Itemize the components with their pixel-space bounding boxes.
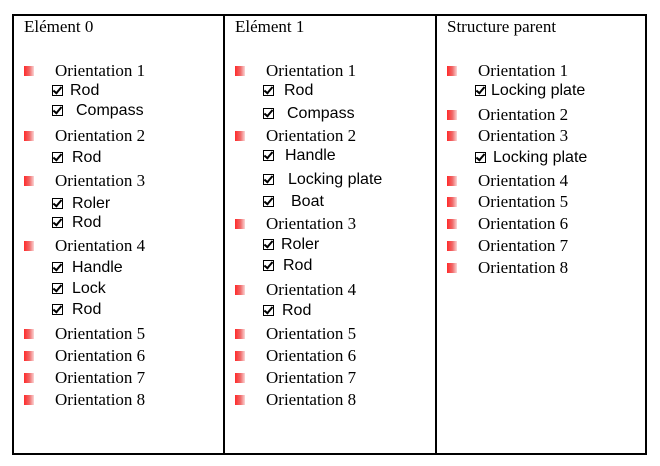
- part-label: Handle: [285, 147, 336, 164]
- checkbox-checked-icon: [263, 108, 274, 119]
- checkmark-icon: [53, 216, 63, 226]
- checkbox-checked-icon: [263, 174, 274, 185]
- column-element-0: [14, 16, 225, 453]
- column-structure-parent: [437, 16, 645, 453]
- orientation-label: Orientation 6: [478, 214, 569, 233]
- red-square-bullet-icon: [235, 131, 245, 141]
- orientation-label: Orientation 8: [478, 258, 569, 277]
- orientation-label: Orientation 5: [266, 324, 357, 343]
- orientation-label: Orientation 8: [55, 390, 146, 409]
- orientation-label: Orientation 1: [266, 61, 357, 80]
- checkmark-icon: [53, 84, 63, 94]
- orientation-label: Orientation 7: [266, 368, 357, 387]
- checkbox-checked-icon: [263, 150, 274, 161]
- part-label: Compass: [287, 105, 355, 122]
- checkmark-icon: [264, 304, 274, 314]
- part-label: Rod: [72, 301, 102, 318]
- checkmark-icon: [53, 104, 63, 114]
- orientation-label: Orientation 3: [55, 171, 146, 190]
- orientation-label: Orientation 4: [55, 236, 146, 255]
- red-square-bullet-icon: [235, 373, 245, 383]
- part-label: Rod: [70, 82, 100, 99]
- checkbox-checked-icon: [263, 260, 274, 271]
- red-square-bullet-icon: [447, 241, 457, 251]
- orientation-label: Orientation 2: [55, 126, 146, 145]
- orientation-label: Orientation 7: [55, 368, 146, 387]
- orientation-label: Orientation 1: [55, 61, 146, 80]
- checkbox-checked-icon: [52, 283, 63, 294]
- checkmark-icon: [264, 259, 274, 269]
- checkbox-checked-icon: [475, 152, 486, 163]
- orientation-label: Orientation 3: [478, 126, 569, 145]
- red-square-bullet-icon: [24, 66, 34, 76]
- orientation-label: Orientation 6: [266, 346, 357, 365]
- part-label: Rod: [283, 257, 313, 274]
- checkmark-icon: [476, 151, 486, 161]
- part-label: Roler: [281, 236, 320, 253]
- checkbox-checked-icon: [52, 304, 63, 315]
- orientation-label: Orientation 8: [266, 390, 357, 409]
- checkmark-icon: [53, 303, 63, 313]
- column-title: Elément 0: [24, 17, 94, 36]
- orientation-label: Orientation 4: [266, 280, 357, 299]
- part-label: Compass: [76, 102, 144, 119]
- red-square-bullet-icon: [235, 395, 245, 405]
- orientation-label: Orientation 4: [478, 171, 569, 190]
- column-title: Structure parent: [447, 17, 557, 36]
- checkmark-icon: [53, 261, 63, 271]
- red-square-bullet-icon: [235, 329, 245, 339]
- checkbox-checked-icon: [52, 105, 63, 116]
- red-square-bullet-icon: [235, 351, 245, 361]
- checkbox-checked-icon: [52, 262, 63, 273]
- orientation-label: Orientation 6: [55, 346, 146, 365]
- checkbox-checked-icon: [263, 239, 274, 250]
- red-square-bullet-icon: [235, 285, 245, 295]
- red-square-bullet-icon: [24, 329, 34, 339]
- orientation-label: Orientation 7: [478, 236, 569, 255]
- element-table: [12, 14, 647, 455]
- red-square-bullet-icon: [24, 351, 34, 361]
- checkmark-icon: [476, 84, 486, 94]
- red-square-bullet-icon: [24, 176, 34, 186]
- checkmark-icon: [53, 197, 63, 207]
- checkbox-checked-icon: [52, 152, 63, 163]
- red-square-bullet-icon: [447, 263, 457, 273]
- red-square-bullet-icon: [447, 66, 457, 76]
- part-label: Handle: [72, 259, 123, 276]
- red-square-bullet-icon: [24, 131, 34, 141]
- part-label: Rod: [72, 214, 102, 231]
- checkbox-checked-icon: [263, 305, 274, 316]
- red-square-bullet-icon: [235, 66, 245, 76]
- checkbox-checked-icon: [52, 198, 63, 209]
- red-square-bullet-icon: [235, 219, 245, 229]
- red-square-bullet-icon: [447, 197, 457, 207]
- part-label: Rod: [72, 149, 102, 166]
- checkbox-checked-icon: [263, 196, 274, 207]
- part-label: Locking plate: [491, 82, 586, 99]
- orientation-label: Orientation 1: [478, 61, 569, 80]
- part-label: Rod: [282, 302, 312, 319]
- red-square-bullet-icon: [447, 131, 457, 141]
- red-square-bullet-icon: [24, 241, 34, 251]
- column-element-1: [225, 16, 437, 453]
- red-square-bullet-icon: [447, 176, 457, 186]
- column-title: Elément 1: [235, 17, 305, 36]
- checkmark-icon: [264, 84, 274, 94]
- red-square-bullet-icon: [447, 219, 457, 229]
- red-square-bullet-icon: [447, 110, 457, 120]
- red-square-bullet-icon: [24, 373, 34, 383]
- checkbox-checked-icon: [475, 85, 486, 96]
- checkmark-icon: [264, 107, 274, 117]
- checkmark-icon: [264, 149, 274, 159]
- orientation-label: Orientation 5: [55, 324, 146, 343]
- orientation-label: Orientation 2: [478, 105, 569, 124]
- orientation-label: Orientation 2: [266, 126, 357, 145]
- red-square-bullet-icon: [24, 395, 34, 405]
- checkbox-checked-icon: [263, 85, 274, 96]
- checkmark-icon: [53, 151, 63, 161]
- part-label: Boat: [291, 193, 324, 210]
- part-label: Rod: [284, 82, 314, 99]
- checkmark-icon: [264, 173, 274, 183]
- part-label: Locking plate: [493, 149, 588, 166]
- part-label: Lock: [72, 280, 106, 297]
- checkbox-checked-icon: [52, 85, 63, 96]
- part-label: Roler: [72, 195, 111, 212]
- orientation-label: Orientation 5: [478, 192, 569, 211]
- checkmark-icon: [53, 282, 63, 292]
- checkbox-checked-icon: [52, 217, 63, 228]
- checkmark-icon: [264, 238, 274, 248]
- checkmark-icon: [264, 195, 274, 205]
- orientation-label: Orientation 3: [266, 214, 357, 233]
- part-label: Locking plate: [288, 171, 383, 188]
